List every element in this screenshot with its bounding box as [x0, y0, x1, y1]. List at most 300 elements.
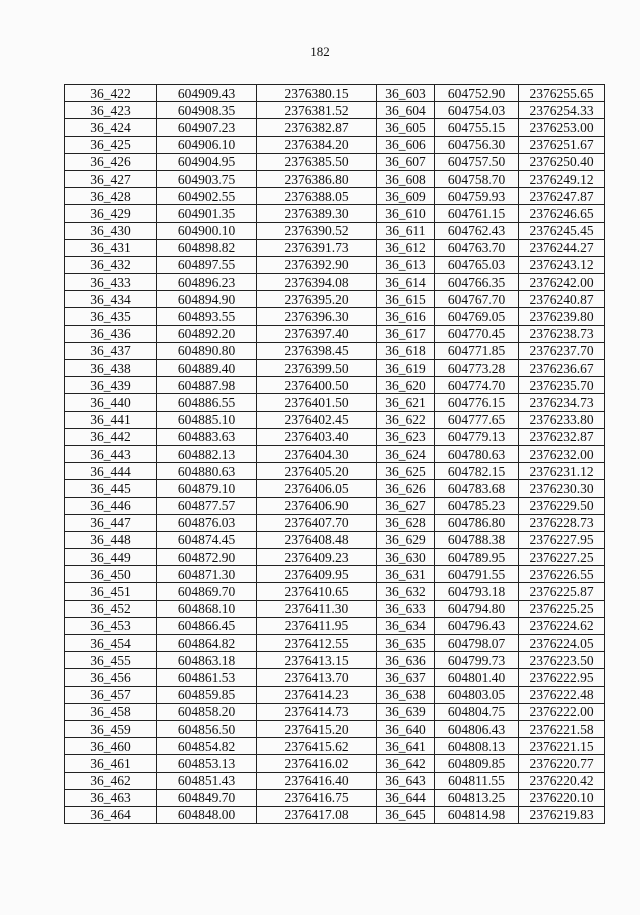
- table-row: [65, 153, 605, 170]
- point-id-left: 36_424: [65, 119, 157, 136]
- point-id-right: 36_627: [377, 497, 435, 514]
- y-coord-right: 2376232.00: [519, 445, 605, 462]
- y-coord-right: 2376247.87: [519, 188, 605, 205]
- table-row: [65, 566, 605, 583]
- point-id-left: 36_425: [65, 136, 157, 153]
- y-coord-right: 2376227.95: [519, 531, 605, 548]
- point-id-left: 36_451: [65, 583, 157, 600]
- x-coord-left: 604898.82: [157, 239, 257, 256]
- point-id-right: 36_617: [377, 325, 435, 342]
- x-coord-right: 604794.80: [435, 600, 519, 617]
- x-coord-left: 604849.70: [157, 789, 257, 806]
- y-coord-right: 2376237.70: [519, 342, 605, 359]
- x-coord-left: 604908.35: [157, 102, 257, 119]
- y-coord-left: 2376403.40: [257, 428, 377, 445]
- point-id-left: 36_464: [65, 806, 157, 823]
- table-row: [65, 205, 605, 222]
- y-coord-left: 2376416.40: [257, 772, 377, 789]
- table-row: [65, 256, 605, 273]
- x-coord-left: 604885.10: [157, 411, 257, 428]
- table-row: [65, 325, 605, 342]
- y-coord-left: 2376414.73: [257, 703, 377, 720]
- point-id-left: 36_447: [65, 514, 157, 531]
- x-coord-left: 604863.18: [157, 652, 257, 669]
- point-id-left: 36_450: [65, 566, 157, 583]
- point-id-right: 36_629: [377, 531, 435, 548]
- y-coord-right: 2376226.55: [519, 566, 605, 583]
- point-id-left: 36_422: [65, 85, 157, 102]
- y-coord-left: 2376398.45: [257, 342, 377, 359]
- x-coord-left: 604859.85: [157, 686, 257, 703]
- x-coord-right: 604757.50: [435, 153, 519, 170]
- point-id-left: 36_434: [65, 291, 157, 308]
- y-coord-left: 2376388.05: [257, 188, 377, 205]
- y-coord-right: 2376221.58: [519, 720, 605, 737]
- y-coord-right: 2376239.80: [519, 308, 605, 325]
- y-coord-right: 2376243.12: [519, 256, 605, 273]
- x-coord-left: 604853.13: [157, 755, 257, 772]
- x-coord-right: 604762.43: [435, 222, 519, 239]
- y-coord-left: 2376406.05: [257, 480, 377, 497]
- x-coord-right: 604798.07: [435, 635, 519, 652]
- y-coord-left: 2376384.20: [257, 136, 377, 153]
- x-coord-left: 604872.90: [157, 549, 257, 566]
- y-coord-left: 2376411.30: [257, 600, 377, 617]
- y-coord-right: 2376224.62: [519, 617, 605, 634]
- point-id-right: 36_645: [377, 806, 435, 823]
- y-coord-right: 2376242.00: [519, 274, 605, 291]
- y-coord-left: 2376412.55: [257, 635, 377, 652]
- y-coord-left: 2376380.15: [257, 85, 377, 102]
- point-id-left: 36_427: [65, 170, 157, 187]
- y-coord-left: 2376400.50: [257, 377, 377, 394]
- x-coord-right: 604759.93: [435, 188, 519, 205]
- y-coord-left: 2376404.30: [257, 445, 377, 462]
- point-id-left: 36_435: [65, 308, 157, 325]
- x-coord-left: 604864.82: [157, 635, 257, 652]
- point-id-left: 36_440: [65, 394, 157, 411]
- y-coord-left: 2376416.75: [257, 789, 377, 806]
- x-coord-left: 604909.43: [157, 85, 257, 102]
- x-coord-left: 604883.63: [157, 428, 257, 445]
- x-coord-right: 604779.13: [435, 428, 519, 445]
- table-row: [65, 394, 605, 411]
- point-id-right: 36_644: [377, 789, 435, 806]
- y-coord-left: 2376382.87: [257, 119, 377, 136]
- x-coord-left: 604900.10: [157, 222, 257, 239]
- point-id-left: 36_458: [65, 703, 157, 720]
- table-row: [65, 274, 605, 291]
- y-coord-right: 2376224.05: [519, 635, 605, 652]
- y-coord-right: 2376222.48: [519, 686, 605, 703]
- point-id-left: 36_456: [65, 669, 157, 686]
- point-id-right: 36_622: [377, 411, 435, 428]
- y-coord-left: 2376396.30: [257, 308, 377, 325]
- x-coord-left: 604866.45: [157, 617, 257, 634]
- x-coord-left: 604854.82: [157, 738, 257, 755]
- point-id-left: 36_444: [65, 463, 157, 480]
- y-coord-right: 2376232.87: [519, 428, 605, 445]
- y-coord-left: 2376392.90: [257, 256, 377, 273]
- table-row: [65, 188, 605, 205]
- y-coord-left: 2376386.80: [257, 170, 377, 187]
- y-coord-right: 2376219.83: [519, 806, 605, 823]
- x-coord-right: 604801.40: [435, 669, 519, 686]
- y-coord-right: 2376234.73: [519, 394, 605, 411]
- y-coord-right: 2376233.80: [519, 411, 605, 428]
- x-coord-right: 604785.23: [435, 497, 519, 514]
- y-coord-left: 2376407.70: [257, 514, 377, 531]
- point-id-right: 36_621: [377, 394, 435, 411]
- point-id-right: 36_607: [377, 153, 435, 170]
- point-id-right: 36_625: [377, 463, 435, 480]
- table-row: [65, 549, 605, 566]
- x-coord-right: 604804.75: [435, 703, 519, 720]
- table-row: [65, 222, 605, 239]
- x-coord-right: 604770.45: [435, 325, 519, 342]
- coordinates-table-body: [65, 85, 605, 824]
- point-id-right: 36_619: [377, 360, 435, 377]
- y-coord-right: 2376230.30: [519, 480, 605, 497]
- point-id-right: 36_611: [377, 222, 435, 239]
- y-coord-left: 2376411.95: [257, 617, 377, 634]
- x-coord-right: 604808.13: [435, 738, 519, 755]
- x-coord-left: 604893.55: [157, 308, 257, 325]
- x-coord-right: 604783.68: [435, 480, 519, 497]
- x-coord-right: 604786.80: [435, 514, 519, 531]
- x-coord-right: 604813.25: [435, 789, 519, 806]
- x-coord-left: 604882.13: [157, 445, 257, 462]
- table-row: [65, 617, 605, 634]
- y-coord-left: 2376406.90: [257, 497, 377, 514]
- x-coord-right: 604758.70: [435, 170, 519, 187]
- y-coord-right: 2376249.12: [519, 170, 605, 187]
- table-row: [65, 703, 605, 720]
- point-id-left: 36_442: [65, 428, 157, 445]
- point-id-left: 36_431: [65, 239, 157, 256]
- y-coord-left: 2376417.08: [257, 806, 377, 823]
- table-row: [65, 308, 605, 325]
- x-coord-right: 604771.85: [435, 342, 519, 359]
- x-coord-right: 604766.35: [435, 274, 519, 291]
- x-coord-left: 604848.00: [157, 806, 257, 823]
- point-id-right: 36_620: [377, 377, 435, 394]
- table-row: [65, 652, 605, 669]
- x-coord-left: 604861.53: [157, 669, 257, 686]
- x-coord-right: 604799.73: [435, 652, 519, 669]
- point-id-left: 36_423: [65, 102, 157, 119]
- y-coord-left: 2376410.65: [257, 583, 377, 600]
- y-coord-right: 2376227.25: [519, 549, 605, 566]
- table-row: [65, 85, 605, 102]
- y-coord-right: 2376253.00: [519, 119, 605, 136]
- y-coord-left: 2376409.23: [257, 549, 377, 566]
- point-id-right: 36_637: [377, 669, 435, 686]
- y-coord-left: 2376405.20: [257, 463, 377, 480]
- y-coord-right: 2376255.65: [519, 85, 605, 102]
- point-id-left: 36_457: [65, 686, 157, 703]
- table-row: [65, 463, 605, 480]
- table-row: [65, 583, 605, 600]
- point-id-right: 36_618: [377, 342, 435, 359]
- x-coord-right: 604755.15: [435, 119, 519, 136]
- point-id-left: 36_449: [65, 549, 157, 566]
- x-coord-left: 604897.55: [157, 256, 257, 273]
- y-coord-left: 2376381.52: [257, 102, 377, 119]
- y-coord-left: 2376413.15: [257, 652, 377, 669]
- point-id-right: 36_626: [377, 480, 435, 497]
- point-id-right: 36_603: [377, 85, 435, 102]
- x-coord-left: 604871.30: [157, 566, 257, 583]
- y-coord-right: 2376235.70: [519, 377, 605, 394]
- point-id-right: 36_631: [377, 566, 435, 583]
- point-id-right: 36_640: [377, 720, 435, 737]
- x-coord-right: 604765.03: [435, 256, 519, 273]
- point-id-left: 36_433: [65, 274, 157, 291]
- point-id-right: 36_635: [377, 635, 435, 652]
- point-id-left: 36_428: [65, 188, 157, 205]
- x-coord-right: 604806.43: [435, 720, 519, 737]
- x-coord-left: 604896.23: [157, 274, 257, 291]
- point-id-left: 36_436: [65, 325, 157, 342]
- x-coord-right: 604763.70: [435, 239, 519, 256]
- coordinates-table: [64, 84, 605, 824]
- point-id-right: 36_630: [377, 549, 435, 566]
- point-id-right: 36_636: [377, 652, 435, 669]
- point-id-right: 36_614: [377, 274, 435, 291]
- y-coord-right: 2376220.77: [519, 755, 605, 772]
- x-coord-right: 604796.43: [435, 617, 519, 634]
- x-coord-right: 604754.03: [435, 102, 519, 119]
- y-coord-right: 2376240.87: [519, 291, 605, 308]
- table-row: [65, 497, 605, 514]
- point-id-right: 36_605: [377, 119, 435, 136]
- point-id-left: 36_429: [65, 205, 157, 222]
- point-id-right: 36_610: [377, 205, 435, 222]
- x-coord-right: 604776.15: [435, 394, 519, 411]
- table-row: [65, 480, 605, 497]
- x-coord-left: 604904.95: [157, 153, 257, 170]
- y-coord-right: 2376225.25: [519, 600, 605, 617]
- y-coord-left: 2376395.20: [257, 291, 377, 308]
- x-coord-left: 604868.10: [157, 600, 257, 617]
- x-coord-right: 604780.63: [435, 445, 519, 462]
- x-coord-right: 604791.55: [435, 566, 519, 583]
- point-id-right: 36_638: [377, 686, 435, 703]
- point-id-right: 36_623: [377, 428, 435, 445]
- point-id-right: 36_609: [377, 188, 435, 205]
- point-id-right: 36_613: [377, 256, 435, 273]
- table-row: [65, 377, 605, 394]
- table-row: [65, 514, 605, 531]
- point-id-left: 36_430: [65, 222, 157, 239]
- page-number: 182: [310, 44, 330, 59]
- x-coord-left: 604880.63: [157, 463, 257, 480]
- x-coord-left: 604876.03: [157, 514, 257, 531]
- y-coord-left: 2376401.50: [257, 394, 377, 411]
- y-coord-right: 2376221.15: [519, 738, 605, 755]
- x-coord-right: 604803.05: [435, 686, 519, 703]
- x-coord-left: 604874.45: [157, 531, 257, 548]
- point-id-left: 36_432: [65, 256, 157, 273]
- point-id-left: 36_437: [65, 342, 157, 359]
- point-id-right: 36_624: [377, 445, 435, 462]
- point-id-left: 36_446: [65, 497, 157, 514]
- point-id-left: 36_438: [65, 360, 157, 377]
- point-id-right: 36_612: [377, 239, 435, 256]
- x-coord-right: 604761.15: [435, 205, 519, 222]
- y-coord-left: 2376415.20: [257, 720, 377, 737]
- x-coord-left: 604892.20: [157, 325, 257, 342]
- point-id-right: 36_608: [377, 170, 435, 187]
- y-coord-right: 2376223.50: [519, 652, 605, 669]
- point-id-right: 36_616: [377, 308, 435, 325]
- table-row: [65, 806, 605, 823]
- table-row: [65, 136, 605, 153]
- y-coord-right: 2376220.42: [519, 772, 605, 789]
- y-coord-right: 2376222.95: [519, 669, 605, 686]
- x-coord-right: 604811.55: [435, 772, 519, 789]
- y-coord-left: 2376385.50: [257, 153, 377, 170]
- x-coord-right: 604788.38: [435, 531, 519, 548]
- point-id-left: 36_463: [65, 789, 157, 806]
- table-row: [65, 445, 605, 462]
- table-row: [65, 428, 605, 445]
- table-row: [65, 170, 605, 187]
- point-id-right: 36_615: [377, 291, 435, 308]
- x-coord-left: 604858.20: [157, 703, 257, 720]
- point-id-right: 36_639: [377, 703, 435, 720]
- x-coord-left: 604894.90: [157, 291, 257, 308]
- point-id-left: 36_452: [65, 600, 157, 617]
- x-coord-left: 604851.43: [157, 772, 257, 789]
- table-row: [65, 102, 605, 119]
- table-row: [65, 789, 605, 806]
- y-coord-left: 2376409.95: [257, 566, 377, 583]
- table-row: [65, 291, 605, 308]
- y-coord-right: 2376222.00: [519, 703, 605, 720]
- y-coord-left: 2376413.70: [257, 669, 377, 686]
- table-row: [65, 600, 605, 617]
- y-coord-left: 2376391.73: [257, 239, 377, 256]
- table-row: [65, 635, 605, 652]
- point-id-right: 36_634: [377, 617, 435, 634]
- x-coord-left: 604886.55: [157, 394, 257, 411]
- x-coord-right: 604814.98: [435, 806, 519, 823]
- point-id-right: 36_641: [377, 738, 435, 755]
- y-coord-right: 2376251.67: [519, 136, 605, 153]
- point-id-right: 36_633: [377, 600, 435, 617]
- x-coord-left: 604856.50: [157, 720, 257, 737]
- point-id-left: 36_441: [65, 411, 157, 428]
- y-coord-right: 2376238.73: [519, 325, 605, 342]
- y-coord-right: 2376244.27: [519, 239, 605, 256]
- x-coord-right: 604789.95: [435, 549, 519, 566]
- x-coord-right: 604769.05: [435, 308, 519, 325]
- point-id-right: 36_606: [377, 136, 435, 153]
- point-id-left: 36_459: [65, 720, 157, 737]
- y-coord-left: 2376416.02: [257, 755, 377, 772]
- point-id-left: 36_462: [65, 772, 157, 789]
- x-coord-left: 604890.80: [157, 342, 257, 359]
- point-id-left: 36_439: [65, 377, 157, 394]
- x-coord-left: 604907.23: [157, 119, 257, 136]
- x-coord-left: 604889.40: [157, 360, 257, 377]
- y-coord-right: 2376254.33: [519, 102, 605, 119]
- y-coord-left: 2376394.08: [257, 274, 377, 291]
- x-coord-right: 604767.70: [435, 291, 519, 308]
- x-coord-right: 604752.90: [435, 85, 519, 102]
- point-id-right: 36_643: [377, 772, 435, 789]
- x-coord-right: 604756.30: [435, 136, 519, 153]
- point-id-left: 36_460: [65, 738, 157, 755]
- y-coord-left: 2376399.50: [257, 360, 377, 377]
- point-id-left: 36_445: [65, 480, 157, 497]
- table-row: [65, 720, 605, 737]
- x-coord-left: 604903.75: [157, 170, 257, 187]
- table-row: [65, 686, 605, 703]
- x-coord-right: 604773.28: [435, 360, 519, 377]
- x-coord-left: 604879.10: [157, 480, 257, 497]
- x-coord-left: 604906.10: [157, 136, 257, 153]
- x-coord-left: 604869.70: [157, 583, 257, 600]
- point-id-left: 36_443: [65, 445, 157, 462]
- point-id-right: 36_628: [377, 514, 435, 531]
- y-coord-left: 2376389.30: [257, 205, 377, 222]
- point-id-left: 36_454: [65, 635, 157, 652]
- point-id-left: 36_461: [65, 755, 157, 772]
- y-coord-left: 2376414.23: [257, 686, 377, 703]
- table-row: [65, 360, 605, 377]
- y-coord-right: 2376220.10: [519, 789, 605, 806]
- x-coord-right: 604782.15: [435, 463, 519, 480]
- table-row: [65, 342, 605, 359]
- x-coord-left: 604887.98: [157, 377, 257, 394]
- y-coord-right: 2376228.73: [519, 514, 605, 531]
- point-id-right: 36_604: [377, 102, 435, 119]
- table-row: [65, 119, 605, 136]
- y-coord-right: 2376231.12: [519, 463, 605, 480]
- x-coord-left: 604901.35: [157, 205, 257, 222]
- y-coord-right: 2376250.40: [519, 153, 605, 170]
- x-coord-right: 604793.18: [435, 583, 519, 600]
- x-coord-right: 604777.65: [435, 411, 519, 428]
- point-id-right: 36_642: [377, 755, 435, 772]
- y-coord-right: 2376225.87: [519, 583, 605, 600]
- y-coord-right: 2376229.50: [519, 497, 605, 514]
- x-coord-right: 604809.85: [435, 755, 519, 772]
- x-coord-right: 604774.70: [435, 377, 519, 394]
- table-row: [65, 239, 605, 256]
- point-id-left: 36_455: [65, 652, 157, 669]
- y-coord-left: 2376402.45: [257, 411, 377, 428]
- y-coord-right: 2376246.65: [519, 205, 605, 222]
- y-coord-left: 2376415.62: [257, 738, 377, 755]
- y-coord-left: 2376408.48: [257, 531, 377, 548]
- table-row: [65, 755, 605, 772]
- table-row: [65, 531, 605, 548]
- y-coord-left: 2376397.40: [257, 325, 377, 342]
- y-coord-left: 2376390.52: [257, 222, 377, 239]
- point-id-left: 36_453: [65, 617, 157, 634]
- point-id-left: 36_448: [65, 531, 157, 548]
- point-id-left: 36_426: [65, 153, 157, 170]
- point-id-right: 36_632: [377, 583, 435, 600]
- y-coord-right: 2376236.67: [519, 360, 605, 377]
- x-coord-left: 604877.57: [157, 497, 257, 514]
- table-row: [65, 669, 605, 686]
- table-row: [65, 738, 605, 755]
